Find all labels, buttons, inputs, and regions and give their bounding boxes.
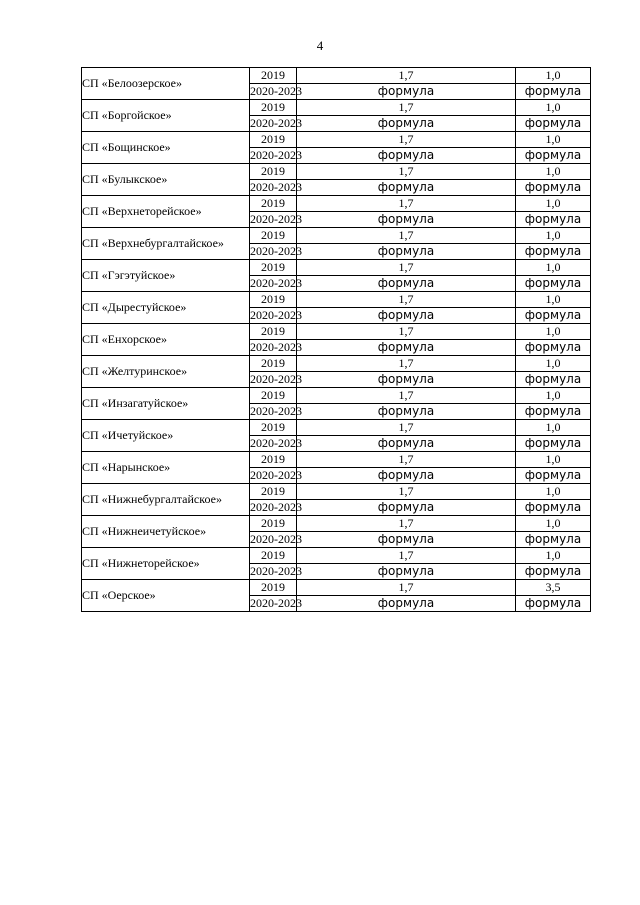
year-cell: 2019 <box>250 516 297 532</box>
table-row <box>82 484 591 500</box>
formula-cell: формула <box>297 500 516 516</box>
table-body <box>82 68 591 612</box>
value-cell: 1,0 <box>516 164 591 180</box>
value-cell: 1,0 <box>516 100 591 116</box>
value-cell: 1,7 <box>297 100 516 116</box>
value-cell: 1,7 <box>297 516 516 532</box>
value-cell: 1,0 <box>516 548 591 564</box>
year-range-cell: 2020-2023 <box>250 212 302 226</box>
year-cell: 2019 <box>250 324 297 340</box>
year-range-cell: 2020-2023 <box>250 436 302 450</box>
value-cell: 1,7 <box>297 68 516 84</box>
settlement-name: СП «Верхнебургалтайское» <box>82 228 250 260</box>
settlement-name: СП «Боргойское» <box>82 100 250 132</box>
year-cell: 2019 <box>250 196 297 212</box>
year-range-cell: 2020-2023 <box>250 148 302 162</box>
table-row <box>82 164 591 180</box>
year-range-cell: 2020-2023 <box>250 276 302 290</box>
formula-cell: формула <box>516 340 591 356</box>
formula-cell: формула <box>297 372 516 388</box>
year-range-cell: 2020-2023 <box>250 116 302 130</box>
formula-cell: формула <box>297 308 516 324</box>
year-cell: 2019 <box>250 388 297 404</box>
formula-cell: формула <box>297 212 516 228</box>
year-range-cell: 2020-2023 <box>250 372 302 386</box>
formula-cell: формула <box>297 84 516 100</box>
value-cell: 1,7 <box>297 228 516 244</box>
settlement-name: СП «Нижнебургалтайское» <box>82 484 250 516</box>
formula-cell: формула <box>297 180 516 196</box>
year-cell: 2019 <box>250 580 297 596</box>
formula-cell: формула <box>516 564 591 580</box>
table-row <box>82 420 591 436</box>
formula-cell: формула <box>516 244 591 260</box>
value-cell: 1,7 <box>297 388 516 404</box>
year-range-cell: 2020-2023 <box>250 500 302 514</box>
settlement-name: СП «Бощинское» <box>82 132 250 164</box>
value-cell: 1,7 <box>297 356 516 372</box>
table-row <box>82 516 591 532</box>
year-cell: 2019 <box>250 292 297 308</box>
table-row <box>82 196 591 212</box>
year-cell: 2019 <box>250 548 297 564</box>
value-cell: 1,7 <box>297 484 516 500</box>
table-row <box>82 452 591 468</box>
formula-cell: формула <box>516 532 591 548</box>
formula-cell: формула <box>516 436 591 452</box>
page-number: 4 <box>316 38 324 53</box>
formula-cell: формула <box>516 212 591 228</box>
formula-cell: формула <box>297 276 516 292</box>
formula-cell: формула <box>297 244 516 260</box>
formula-cell: формула <box>297 340 516 356</box>
year-cell: 2019 <box>250 484 297 500</box>
table-row <box>82 100 591 116</box>
settlements-table <box>81 67 591 612</box>
value-cell: 1,0 <box>516 132 591 148</box>
year-range-cell: 2020-2023 <box>250 532 302 546</box>
settlement-name: СП «Верхнеторейское» <box>82 196 250 228</box>
value-cell: 1,0 <box>516 260 591 276</box>
year-cell: 2019 <box>250 228 297 244</box>
value-cell: 1,7 <box>297 580 516 596</box>
table-row <box>82 324 591 340</box>
formula-cell: формула <box>516 148 591 164</box>
year-cell: 2019 <box>250 132 297 148</box>
value-cell: 1,0 <box>516 420 591 436</box>
settlement-name: СП «Нижнеичетуйское» <box>82 516 250 548</box>
year-range-cell: 2020-2023 <box>250 84 302 98</box>
year-cell: 2019 <box>250 100 297 116</box>
value-cell: 1,0 <box>516 484 591 500</box>
year-cell: 2019 <box>250 68 297 84</box>
year-cell: 2019 <box>250 164 297 180</box>
formula-cell: формула <box>516 276 591 292</box>
table-row <box>82 132 591 148</box>
year-range-cell: 2020-2023 <box>250 244 302 258</box>
formula-cell: формула <box>516 596 591 612</box>
formula-cell: формула <box>297 148 516 164</box>
value-cell: 1,7 <box>297 164 516 180</box>
formula-cell: формула <box>297 564 516 580</box>
formula-cell: формула <box>297 532 516 548</box>
year-cell: 2019 <box>250 420 297 436</box>
value-cell: 1,7 <box>297 292 516 308</box>
table-row <box>82 68 591 84</box>
settlement-name: СП «Инзагатуйское» <box>82 388 250 420</box>
settlement-name: СП «Ичетуйское» <box>82 420 250 452</box>
table-row <box>82 260 591 276</box>
value-cell: 1,0 <box>516 388 591 404</box>
formula-cell: формула <box>297 404 516 420</box>
table-row <box>82 292 591 308</box>
value-cell: 1,7 <box>297 260 516 276</box>
settlement-name: СП «Гэгэтуйское» <box>82 260 250 292</box>
value-cell: 1,7 <box>297 548 516 564</box>
year-range-cell: 2020-2023 <box>250 180 302 194</box>
formula-cell: формула <box>516 372 591 388</box>
settlement-name: СП «Белоозерское» <box>82 68 250 100</box>
value-cell: 1,0 <box>516 516 591 532</box>
value-cell: 1,0 <box>516 196 591 212</box>
settlement-name: СП «Енхорское» <box>82 324 250 356</box>
value-cell: 1,0 <box>516 228 591 244</box>
settlement-name: СП «Желтуринское» <box>82 356 250 388</box>
settlement-name: СП «Дырестуйское» <box>82 292 250 324</box>
table-row <box>82 580 591 596</box>
table-row <box>82 356 591 372</box>
value-cell: 1,0 <box>516 324 591 340</box>
value-cell: 1,7 <box>297 132 516 148</box>
settlement-name: СП «Булыкское» <box>82 164 250 196</box>
formula-cell: формула <box>297 468 516 484</box>
formula-cell: формула <box>516 500 591 516</box>
year-cell: 2019 <box>250 452 297 468</box>
value-cell: 1,0 <box>516 68 591 84</box>
year-range-cell: 2020-2023 <box>250 308 302 322</box>
value-cell: 1,7 <box>297 452 516 468</box>
value-cell: 1,0 <box>516 356 591 372</box>
table-row <box>82 228 591 244</box>
formula-cell: формула <box>297 116 516 132</box>
year-range-cell: 2020-2023 <box>250 564 302 578</box>
table-row <box>82 548 591 564</box>
year-range-cell: 2020-2023 <box>250 468 302 482</box>
settlement-name: СП «Нижнеторейское» <box>82 548 250 580</box>
formula-cell: формула <box>516 404 591 420</box>
year-range-cell: 2020-2023 <box>250 596 302 610</box>
formula-cell: формула <box>297 436 516 452</box>
year-range-cell: 2020-2023 <box>250 404 302 418</box>
formula-cell: формула <box>297 596 516 612</box>
value-cell: 3,5 <box>516 580 591 596</box>
table-row <box>82 388 591 404</box>
formula-cell: формула <box>516 84 591 100</box>
formula-cell: формула <box>516 116 591 132</box>
settlement-name: СП «Оерское» <box>82 580 250 612</box>
formula-cell: формула <box>516 308 591 324</box>
formula-cell: формула <box>516 180 591 196</box>
value-cell: 1,7 <box>297 196 516 212</box>
year-cell: 2019 <box>250 356 297 372</box>
value-cell: 1,0 <box>516 292 591 308</box>
value-cell: 1,7 <box>297 324 516 340</box>
value-cell: 1,0 <box>516 452 591 468</box>
value-cell: 1,7 <box>297 420 516 436</box>
year-cell: 2019 <box>250 260 297 276</box>
formula-cell: формула <box>516 468 591 484</box>
settlement-name: СП «Нарынское» <box>82 452 250 484</box>
year-range-cell: 2020-2023 <box>250 340 302 354</box>
